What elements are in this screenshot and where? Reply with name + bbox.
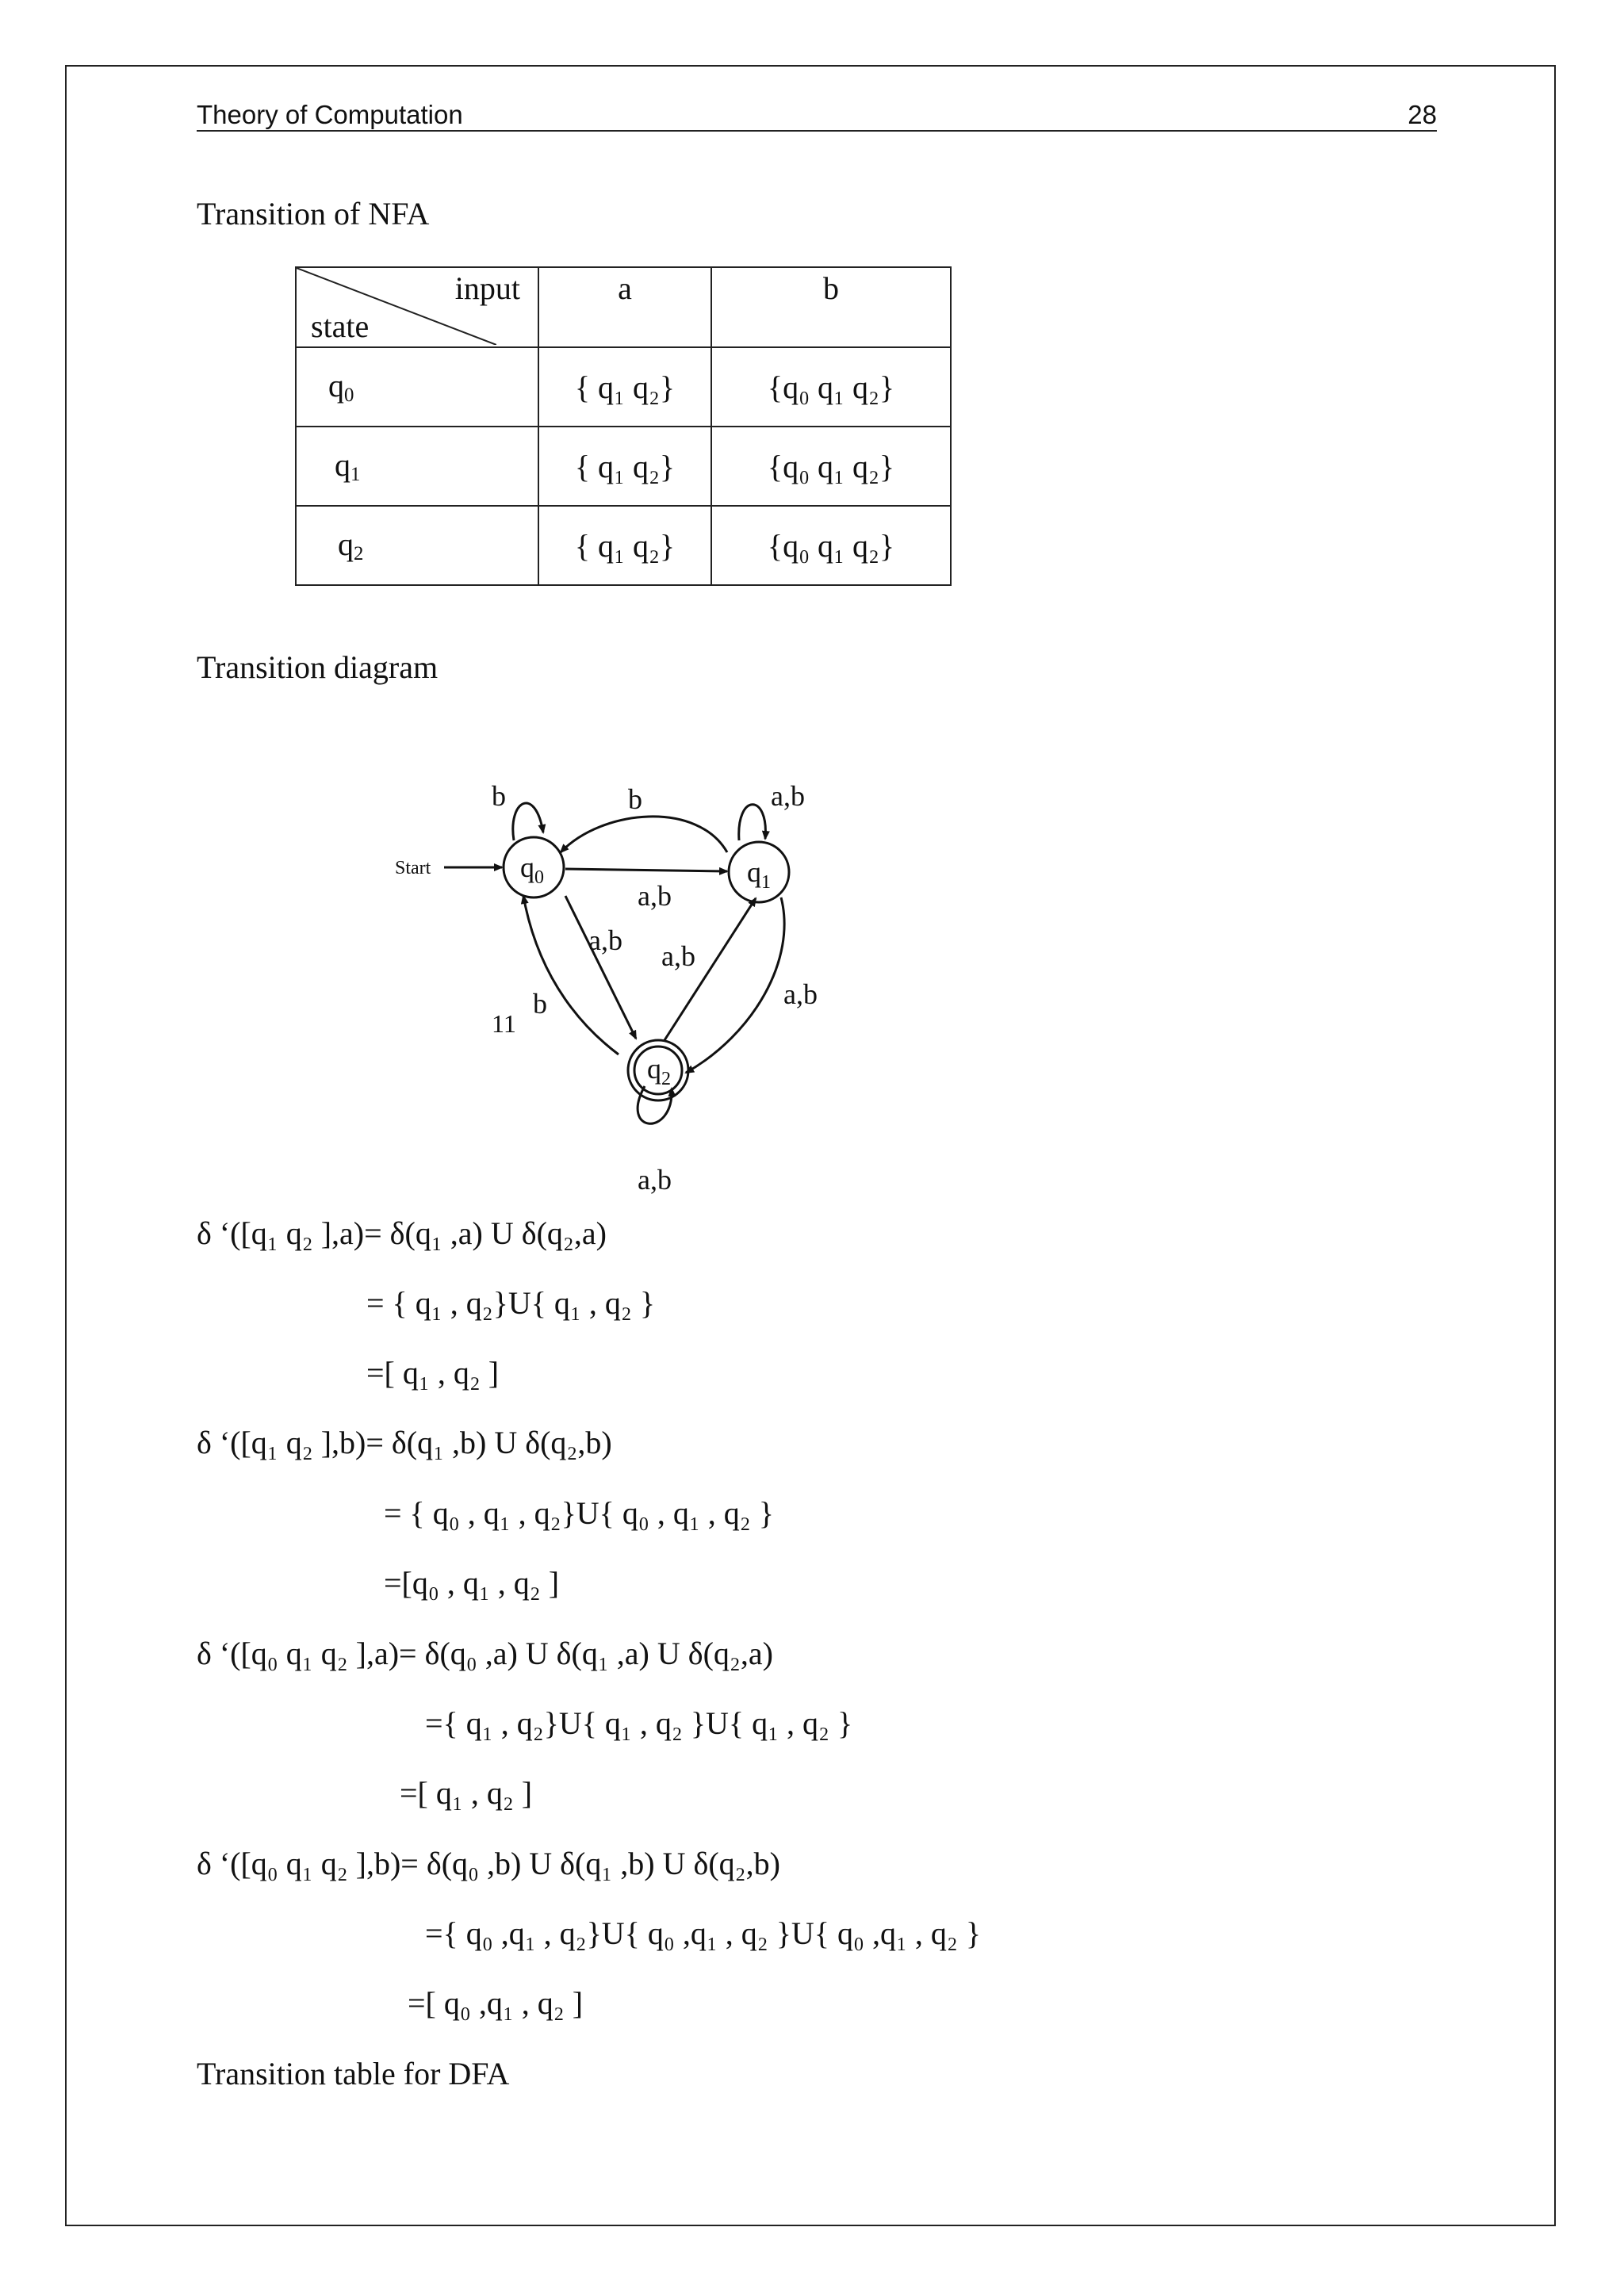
edge-q1-loop — [739, 805, 766, 840]
cell-a: { q₁ q₂} — [538, 506, 711, 585]
label-q1-loop: a,b — [771, 780, 805, 812]
start-label: Start — [395, 858, 431, 878]
derivation-line: δ ‘([q₀ q₁ q₂ ],b)= δ(q₀ ,b) U δ(q₁ ,b) U δ(q₂,b) — [197, 1846, 780, 1881]
cell-a: { q₁ q₂} — [538, 427, 711, 506]
derivation-line: δ ‘([q₁ q₂ ],a)= δ(q₁ ,a) U δ(q₂,a) — [197, 1215, 607, 1251]
state-sub: 2 — [354, 543, 364, 565]
derivation-line: =[ q₁ , q₂ ] — [366, 1355, 500, 1391]
label-q0-to-q2: a,b — [588, 924, 622, 956]
nfa-heading: Transition of NFA — [197, 196, 430, 232]
derivation-line: = { q₀ , q₁ , q₂}U{ q₀ , q₁ , q₂ } — [384, 1495, 774, 1531]
edge-q1-to-q0 — [561, 817, 727, 852]
col-header-a: a — [538, 267, 711, 347]
edge-q0-to-q2 — [565, 896, 636, 1039]
state-sub: 1 — [350, 464, 361, 486]
diagram-heading: Transition diagram — [197, 649, 439, 685]
label-q2-to-q0: b — [533, 988, 547, 1020]
edge-q0-loop — [513, 803, 543, 840]
edge-q0-to-q1 — [565, 869, 727, 871]
label-q2-loop: a,b — [638, 1164, 672, 1196]
table-row — [296, 506, 951, 585]
derivation-line: δ ‘([q₁ q₂ ],b)= δ(q₁ ,b) U δ(q₂,b) — [197, 1425, 612, 1460]
state-sub: 0 — [344, 385, 354, 407]
state-name: q — [335, 446, 350, 483]
state-cell — [296, 347, 538, 427]
label-stray-number: 11 — [492, 1009, 516, 1038]
corner-input-label: input — [454, 270, 520, 306]
state-name: q — [338, 526, 354, 562]
table-row — [296, 427, 951, 506]
cell-b: {q₀ q₁ q₂} — [711, 506, 951, 585]
state-cell — [296, 506, 538, 585]
state-name: q — [328, 367, 344, 404]
derivation-line: =[q₀ , q₁ , q₂ ] — [384, 1565, 560, 1601]
derivation-line: δ ‘([q₀ q₁ q₂ ],a)= δ(q₀ ,a) U δ(q₁ ,a) U δ(q₂,a) — [197, 1636, 773, 1671]
node-q1-label: $q_1$ — [747, 856, 771, 893]
label-q0-to-q1: a,b — [638, 880, 672, 912]
derivation-line: = { q₁ , q₂}U{ q₁ , q₂ } — [366, 1285, 656, 1321]
derivation-line: =[ q₁ , q₂ ] — [400, 1775, 533, 1811]
header-page-number: 28 — [1408, 100, 1437, 129]
dfa-table-heading: Transition table for DFA — [197, 2056, 510, 2091]
node-q2-label: $q_2$ — [647, 1053, 671, 1089]
label-q2-to-q1: a,b — [661, 940, 695, 972]
corner-cell — [296, 267, 538, 347]
label-q1-to-q0: b — [628, 783, 642, 815]
col-header-b: b — [711, 267, 951, 347]
nfa-transition-table — [295, 266, 952, 586]
page-header — [197, 100, 1437, 132]
cell-b: {q₀ q₁ q₂} — [711, 347, 951, 427]
cell-b: {q₀ q₁ q₂} — [711, 427, 951, 506]
derivation-line: =[ q₀ ,q₁ , q₂ ] — [408, 1985, 584, 2021]
corner-state-label: state — [311, 308, 370, 344]
transition-diagram — [381, 761, 872, 1205]
label-q1-to-q2: a,b — [783, 978, 818, 1010]
table-row — [296, 347, 951, 427]
cell-a: { q₁ q₂} — [538, 347, 711, 427]
derivation-line: ={ q₁ , q₂}U{ q₁ , q₂ }U{ q₁ , q₂ } — [425, 1705, 853, 1741]
state-cell — [296, 427, 538, 506]
header-title: Theory of Computation — [197, 100, 463, 129]
table-header-row — [296, 267, 951, 347]
node-q0-label: $q_0$ — [520, 851, 544, 888]
label-q0-loop: b — [492, 780, 506, 812]
derivation-line: ={ q₀ ,q₁ , q₂}U{ q₀ ,q₁ , q₂ }U{ q₀ ,q₁ , q₂ } — [425, 1915, 982, 1951]
